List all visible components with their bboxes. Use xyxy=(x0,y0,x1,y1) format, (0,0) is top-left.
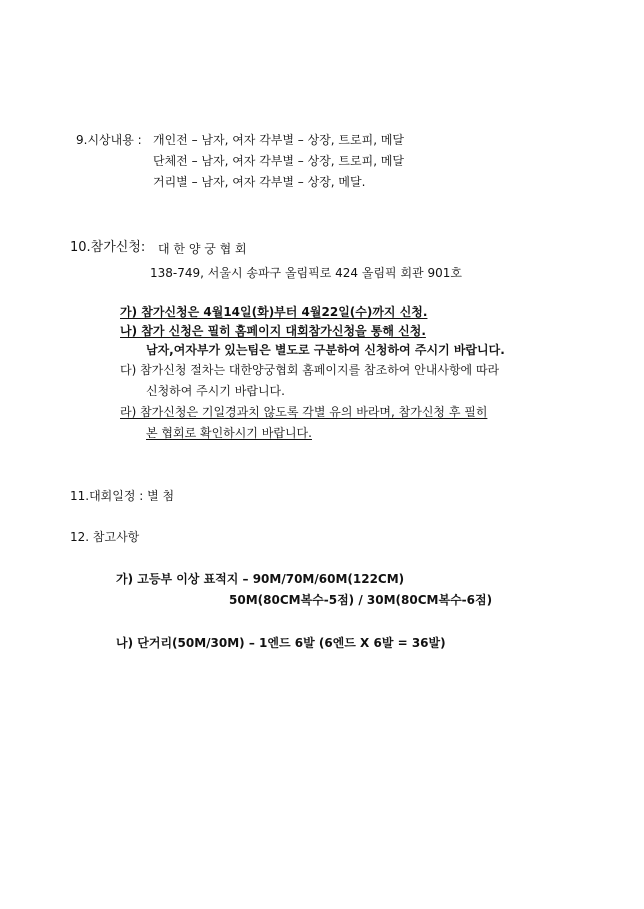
award-distance: 거리별 – 남자, 여자 각부별 – 상장, 메달. xyxy=(153,175,366,189)
section-9-label: 9.시상내용 : xyxy=(76,133,142,147)
entry-item-da-line1: 다) 참가신청 절차는 대한양궁협회 홈페이지를 참조하여 안내사항에 따라 xyxy=(120,363,500,377)
note-ga-line1: 가) 고등부 이상 표적지 – 90M/70M/60M(122CM) xyxy=(116,572,405,586)
organization-address: 138-749, 서울시 송파구 올림픽로 424 올림픽 회관 901호 xyxy=(150,266,462,280)
note-ga-line2: 50M(80CM복수-5점) / 30M(80CM복수-6점) xyxy=(229,593,493,607)
section-12-label: 12. 참고사항 xyxy=(70,530,140,544)
section-11-schedule: 11.대회일정 : 별 첨 xyxy=(70,489,175,503)
entry-item-da-line2: 신청하여 주시기 바랍니다. xyxy=(146,384,285,398)
entry-item-ra-line1: 라) 참가신청은 기일경과치 않도록 각별 유의 바라며, 참가신청 후 필히 xyxy=(120,405,488,419)
award-individual: 개인전 – 남자, 여자 각부별 – 상장, 트로피, 메달 xyxy=(153,133,405,147)
note-na: 나) 단거리(50M/30M) – 1엔드 6발 (6엔드 X 6발 = 36발) xyxy=(116,636,446,650)
entry-item-ga: 가) 참가신청은 4월14일(화)부터 4월22일(수)까지 신청. xyxy=(120,305,428,319)
section-10-label: 10.참가신청: xyxy=(70,240,146,255)
entry-item-na-note: 남자,여자부가 있는팀은 별도로 구분하여 신청하여 주시기 바랍니다. xyxy=(146,343,505,357)
entry-item-na: 나) 참가 신청은 필히 홈페이지 대회참가신청을 통해 신청. xyxy=(120,324,426,338)
entry-item-ra-line2: 본 협회로 확인하시기 바랍니다. xyxy=(146,426,312,440)
organization-name: 대 한 양 궁 협 회 xyxy=(158,242,247,256)
award-team: 단체전 – 남자, 여자 각부별 – 상장, 트로피, 메달 xyxy=(153,154,405,168)
